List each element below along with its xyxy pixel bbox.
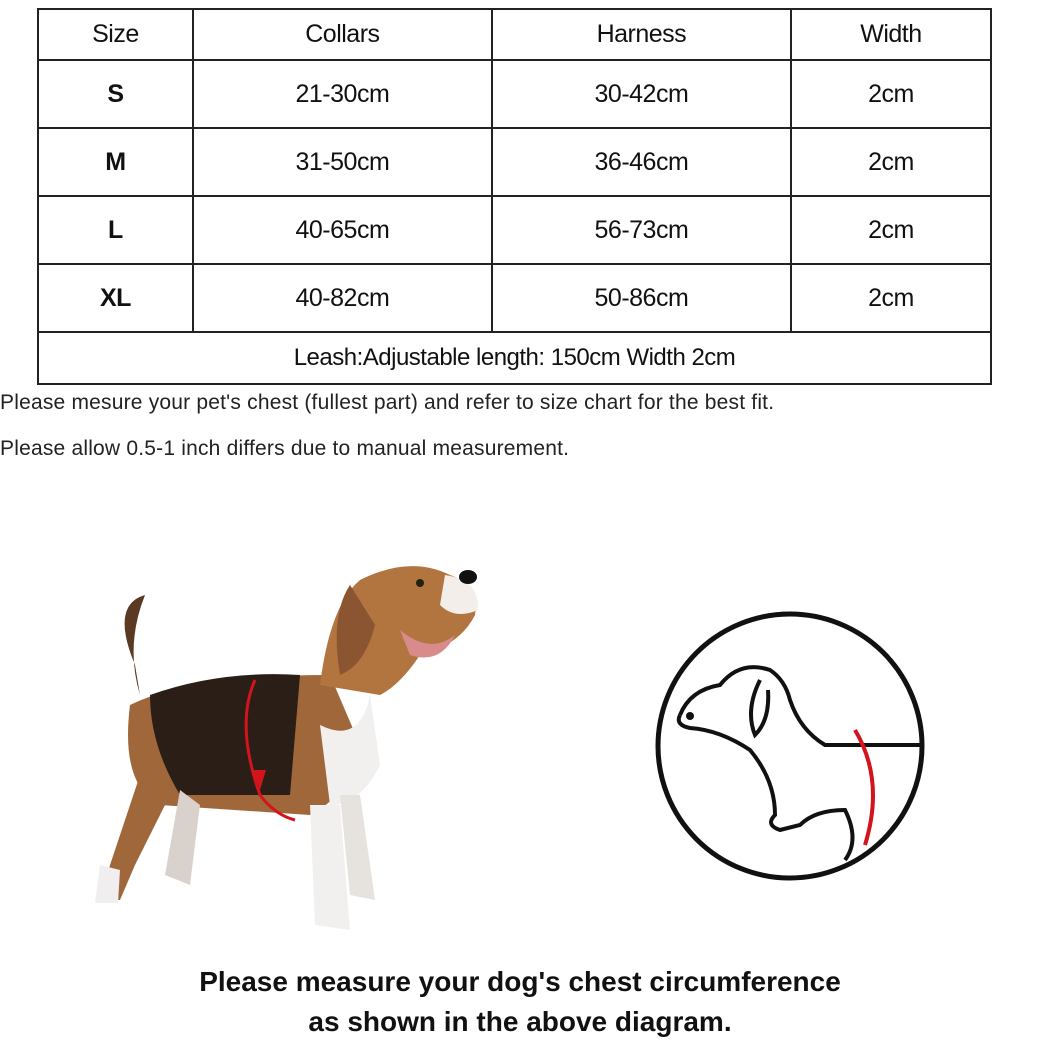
leash-row (38, 332, 991, 384)
collar-cell: 31-50cm (193, 128, 492, 196)
size-cell: S (38, 60, 193, 128)
table-row (38, 196, 991, 264)
collar-cell: 40-65cm (193, 196, 492, 264)
size-chart-table (37, 8, 992, 385)
harness-cell: 30-42cm (492, 60, 791, 128)
caption-line-1: Please measure your dog's chest circumference (199, 966, 841, 997)
header-harness: Harness (492, 9, 791, 60)
collar-cell: 21-30cm (193, 60, 492, 128)
table-row (38, 128, 991, 196)
header-size: Size (38, 9, 193, 60)
beagle-photo (40, 545, 500, 935)
table-row (38, 264, 991, 332)
caption-line-2: as shown in the above diagram. (308, 1006, 732, 1037)
table-row (38, 60, 991, 128)
harness-cell: 50-86cm (492, 264, 791, 332)
size-cell: M (38, 128, 193, 196)
measure-note: Please mesure your pet's chest (fullest part) and refer to size chart for the best fit. (0, 391, 775, 414)
chest-measure-diagram (650, 610, 930, 890)
collar-cell: 40-82cm (193, 264, 492, 332)
measure-line (855, 730, 873, 845)
harness-cell: 36-46cm (492, 128, 791, 196)
header-collars: Collars (193, 9, 492, 60)
allowance-note: Please allow 0.5-1 inch differs due to manual measurement. (0, 437, 570, 460)
size-cell: L (38, 196, 193, 264)
width-cell: 2cm (791, 60, 991, 128)
width-cell: 2cm (791, 128, 991, 196)
leash-note: Leash:Adjustable length: 150cm Width 2cm (38, 332, 991, 384)
table-header-row (38, 9, 991, 60)
size-cell: XL (38, 264, 193, 332)
width-cell: 2cm (791, 196, 991, 264)
harness-cell: 56-73cm (492, 196, 791, 264)
header-width: Width (791, 9, 991, 60)
width-cell: 2cm (791, 264, 991, 332)
